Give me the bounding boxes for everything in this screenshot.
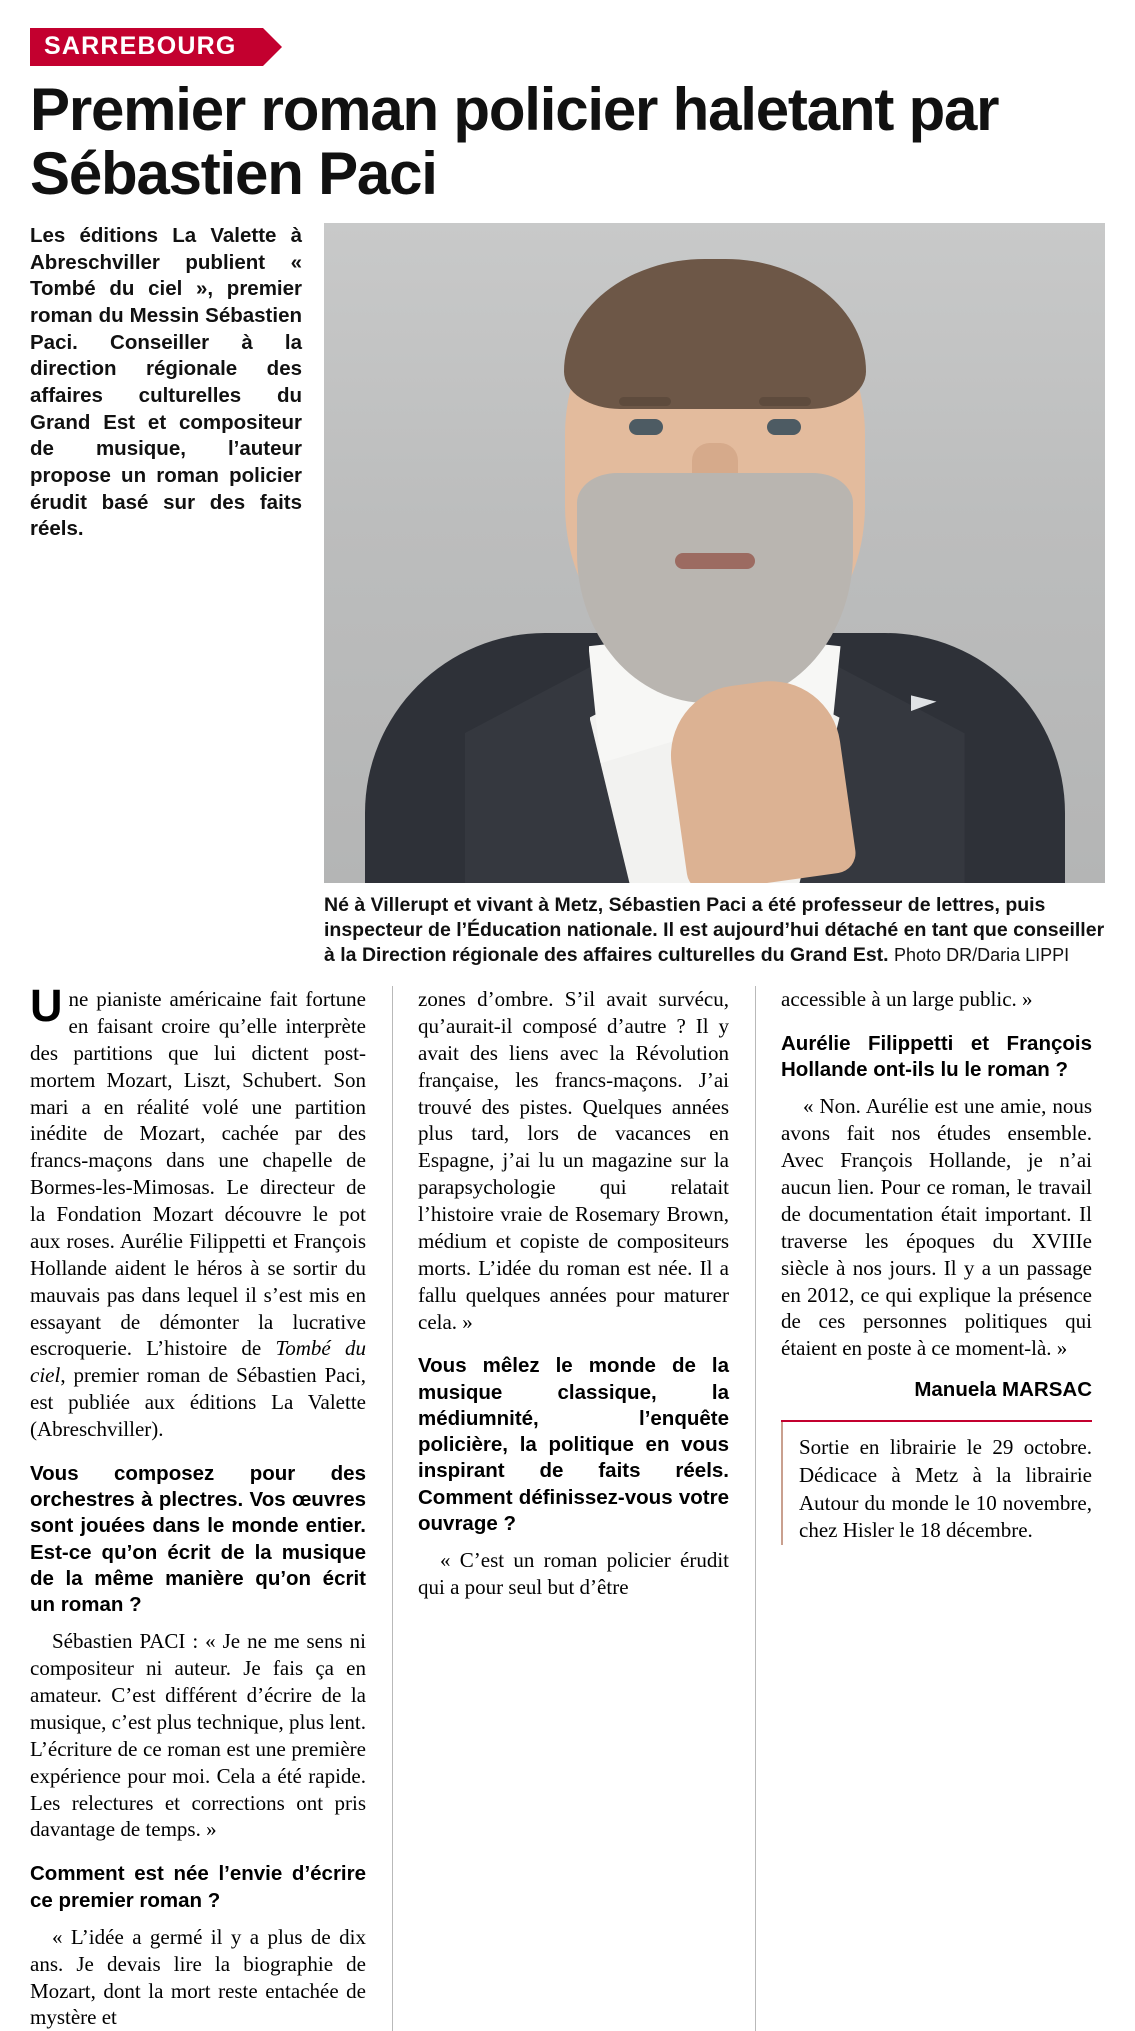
- photo-mouth-shape: [675, 553, 755, 569]
- photo-eye-right-shape: [767, 419, 801, 435]
- lead-paragraph-text-end: , premier roman de Sébastien Paci, est publiée aux éditions La Valette (Abreschviller).: [30, 1363, 366, 1442]
- kicker-container: [30, 28, 1105, 66]
- photo-credit: Photo DR/Daria LIPPI: [894, 945, 1070, 966]
- photo-column: [324, 223, 1105, 968]
- standfirst-text: Les éditions La Valette à Abreschviller publient « Tombé du ciel », premier roman du Messin Sébastien Paci. Conseiller à la direction régionale des affaires culturelles du Grand Est et compositeur de musique, l’auteur propose un roman policier érudit basé sur des faits réels.: [30, 224, 302, 541]
- article-body: [30, 980, 1105, 2031]
- body-column-3: [755, 986, 1092, 2031]
- lead-paragraph: [30, 980, 366, 1443]
- photo-eye-left-shape: [629, 419, 663, 435]
- body-column-1: [30, 980, 366, 2031]
- photo-caption-text: Né à Villerupt et vivant à Metz, Sébastien Paci a été professeur de lettres, puis inspecteur de l’Éducation nationale. Il est aujourd’hui détaché en tant que conseiller à la Direction régionale des affaires culturelles du Grand Est.: [324, 894, 1105, 967]
- answer-1: Sébastien PACI : « Je ne me sens ni compositeur ni auteur. Je fais ça en amateur. C’est différent d’écrire de la musique, c’est plus technique, plus lent. L’écriture de ce roman est une première expérience pour moi. Cela a été rapide. Les relectures et corrections ont pris davantage de temps. »: [30, 1629, 366, 1842]
- answer-3-part-2: accessible à un large public. »: [781, 987, 1033, 1012]
- question-2: Comment est née l’envie d’écrire ce premier roman ?: [30, 1862, 366, 1912]
- practical-info-text: Sortie en librairie le 29 octobre. Dédicace à Metz à la librairie Autour du monde le 10 novembre, chez Hisler le 18 décembre.: [799, 1435, 1092, 1543]
- lead-paragraph-text: ne pianiste américaine fait fortune en faisant croire qu’elle interprète des partitions que lui dictent post-mortem Mozart, Liszt, Schubert. Son mari a en réalité volé une partition inédite de Mozart, cachée par des francs-maçons dans une chapelle de Bormes-les-Mimosas. Le directeur de la Fondation Mozart découvre le pot aux roses. Aurélie Filippetti et François Hollande aident le héros à se sortir du mauvais pas dans lequel il s’est mis en essayant de démonter la lucrative escroquerie. L’histoire de: [30, 987, 366, 1361]
- question-3: Vous mêlez le monde de la musique classique, la médiumnité, l’enquête policière, la politique en vous inspirant de faits réels. Comment définissez-vous votre ouvrage ?: [418, 1354, 729, 1535]
- drop-cap: U: [30, 980, 63, 1032]
- answer-4: « Non. Aurélie est une amie, nous avons fait nos études ensemble. Avec François Hollande, je n’ai aucun lien. Pour ce roman, le travail de documentation était important. Il traverse les époques du XVIIIe siècle à nos jours. Il y a un passage en 2012, ce qui explique la présence de ces personnes politiques qui étaient en poste à ce moment-là. »: [781, 1094, 1092, 1361]
- page-title: Premier roman policier haletant par Sébastien Paci: [30, 76, 999, 207]
- answer-2-part-1: « L’idée a germé il y a plus de dix ans. Je devais lire la biographie de Mozart, dont la mort reste entachée de mystère et: [30, 1924, 366, 2030]
- photo-brow-right-shape: [759, 397, 811, 406]
- photo-hair-shape: [564, 259, 866, 409]
- photo-caption: [324, 893, 1105, 968]
- article-photo: [324, 223, 1105, 883]
- lede-block: [30, 223, 1105, 968]
- body-column-2: [392, 986, 729, 2031]
- section-kicker: SARREBOURG: [30, 28, 263, 66]
- practical-info-box: [781, 1420, 1092, 1545]
- book-title-italic: Tombé du ciel: [30, 1336, 366, 1388]
- question-4: Aurélie Filippetti et François Hollande ont-ils lu le roman ?: [781, 1031, 1092, 1082]
- byline: Manuela MARSAC: [914, 1378, 1092, 1402]
- answer-3-part-1: « C’est un roman policier érudit qui a pour seul but d’être: [418, 1548, 729, 1599]
- answer-2-part-2: zones d’ombre. S’il avait survécu, qu’aurait-il composé d’autre ? Il y avait des liens avec la Révolution française, les francs-maçons. J’ai trouvé des pistes. Quelques années plus tard, lors de vacances en Espagne, j’ai lu un magazine sur la parapsychologie qui relatait l’histoire vraie de Rosemary Brown, médium et copiste de compositeurs morts. L’idée du roman est née. Il a fallu quelques années pour maturer cela. »: [418, 987, 729, 1334]
- question-1: Vous composez pour des orchestres à plectres. Vos œuvres sont jouées dans le monde entier. Est-ce qu’on écrit de la musique de la même manière qu’on écrit un roman ?: [30, 1461, 366, 1617]
- photo-brow-left-shape: [619, 397, 671, 406]
